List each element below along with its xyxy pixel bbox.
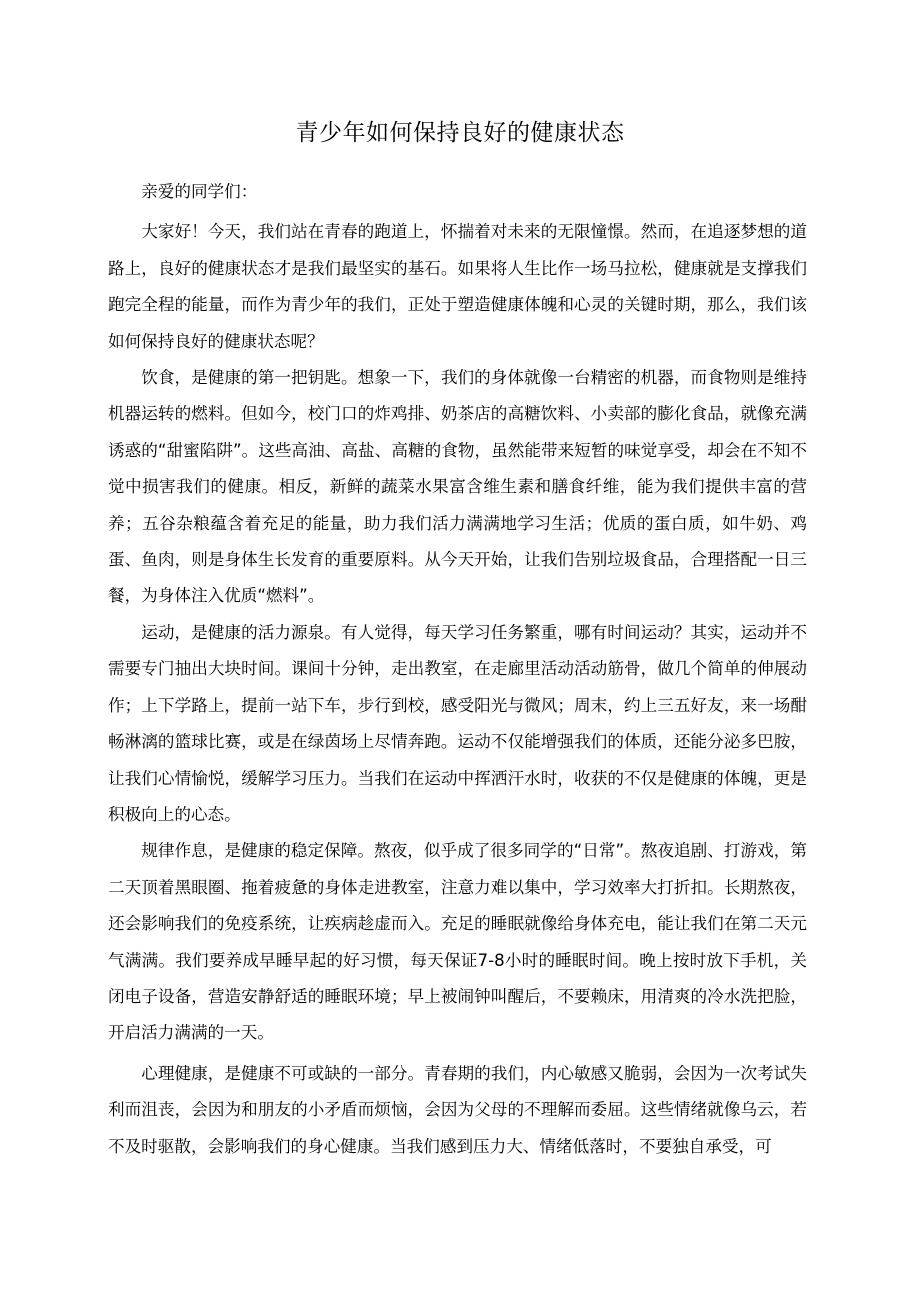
paragraph-sleep: 规律作息，是健康的稳定保障。熬夜，似乎成了很多同学的“日常”。熬夜追剧、打游戏，第二天顶着黑眼圈、拖着疲惫的身体走进教室，注意力难以集中，学习效率大打折扣。长期熬夜，还会影响我们的免疫系统，让疾病趁虚而入。充足的睡眠就像给身体充电，能让我们在第二天元气满满。我们要养成早睡早起的好习惯，每天保证7-8小时的睡眠时间。晚上按时放下手机，关闭电子设备，营造安静舒适的睡眠环境；早上被闹钟叫醒后，不要赖床，用清爽的冷水洗把脸，开启活力满满的一天。 xyxy=(108,841,807,1043)
paragraph-intro: 大家好！今天，我们站在青春的跑道上，怀揣着对未来的无限憧憬。然而，在追逐梦想的道路上，良好的健康状态才是我们最坚实的基石。如果将人生比作一场马拉松，健康就是支撑我们跑完全程的能量，而作为青少年的我们，正处于塑造健康体魄和心灵的关键时期，那么，我们该如何保持良好的健康状态呢？ xyxy=(108,222,807,351)
greeting: 亲爱的同学们： xyxy=(141,182,258,201)
document-title: 青少年如何保持良好的健康状态 xyxy=(295,120,625,146)
paragraph-diet: 饮食，是健康的第一把钥匙。想象一下，我们的身体就像一台精密的机器，而食物则是维持机器运转的燃料。但如今，校门口的炸鸡排、奶茶店的高糖饮料、小卖部的膨化食品，就像充满诱惑的“甜蜜陷阱”。这些高油、高盐、高糖的食物，虽然能带来短暂的味觉享受，却会在不知不觉中损害我们的健康。相反，新鲜的蔬菜水果富含维生素和膳食纤维，能为我们提供丰富的营养；五谷杂粮蕴含着充足的能量，助力我们活力满满地学习生活；优质的蛋白质，如牛奶、鸡蛋、鱼肉，则是身体生长发育的重要原料。从今天开始，让我们告别垃圾食品，合理搭配一日三餐，为身体注入优质“燃料”。 xyxy=(108,368,807,606)
paragraph-mental-health: 心理健康，是健康不可或缺的一部分。青春期的我们，内心敏感又脆弱，会因为一次考试失利而沮丧，会因为和朋友的小矛盾而烦恼，会因为父母的不理解而委屈。这些情绪就像乌云，若不及时驱散，会影响我们的身心健康。当我们感到压力大、情绪低落时，不要独自承受，可 xyxy=(108,1063,807,1156)
paragraph-exercise: 运动，是健康的活力源泉。有人觉得，每天学习任务繁重，哪有时间运动？其实，运动并不需要专门抽出大块时间。课间十分钟，走出教室，在走廊里活动活动筋骨，做几个简单的伸展动作；上下学路上，提前一站下车，步行到校，感受阳光与微风；周末，约上三五好友，来一场酣畅淋漓的篮球比赛，或是在绿茵场上尽情奔跑。运动不仅能增强我们的体质，还能分泌多巴胺，让我们心情愉悦，缓解学习压力。当我们在运动中挥洒汗水时，收获的不仅是健康的体魄，更是积极向上的心态。 xyxy=(108,622,807,824)
document-body xyxy=(108,174,807,1165)
